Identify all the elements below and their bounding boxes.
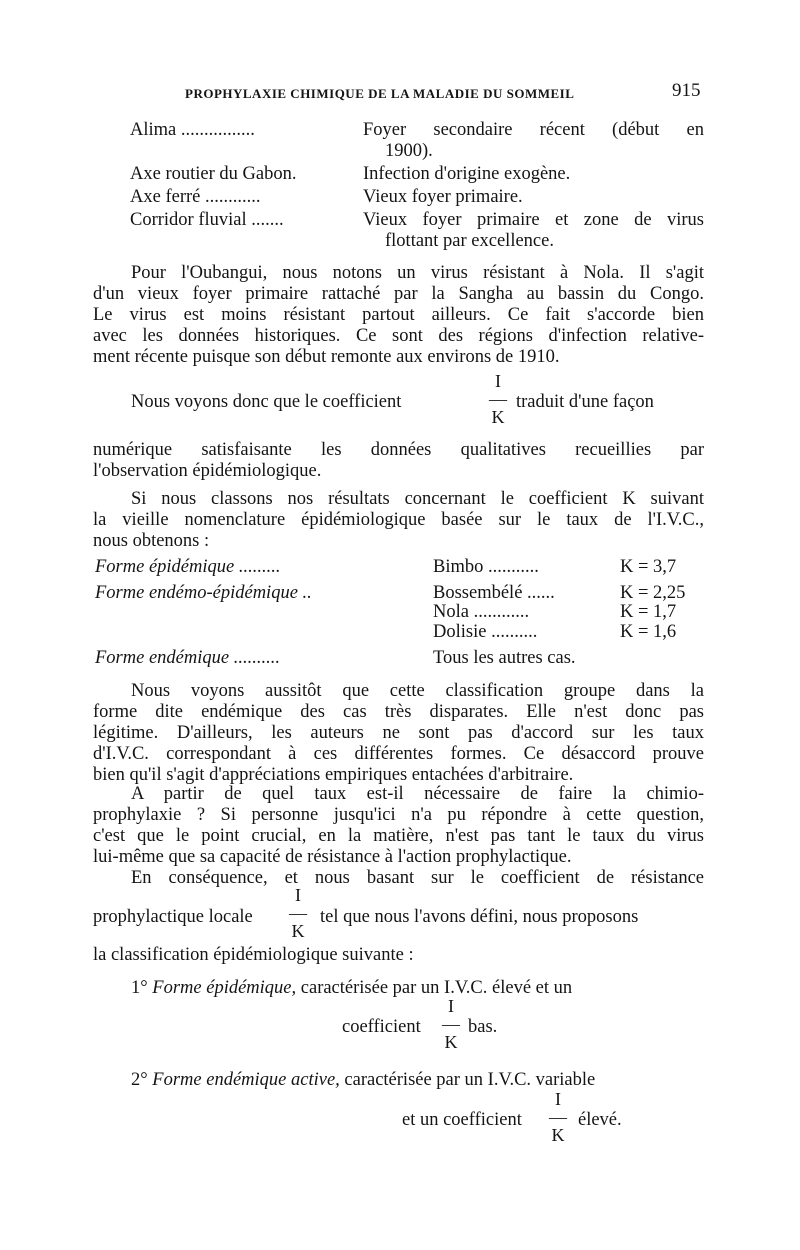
paragraph-line: traduit d'une façon (516, 392, 654, 412)
paragraph-line: la classification épidémiologique suivante : (93, 945, 414, 965)
site-name: Nola ............ (433, 602, 530, 622)
item-coefficient: coefficient (342, 1017, 421, 1037)
paragraph: Nous voyons aussitôt que cette classification groupe dans la forme dite endémique des cas très disparates. Elle n'est donc pas légitime. D'ailleurs, les auteurs ne sont pas d'accord sur les taux d'I.V.C. correspondant à ces différentes formes. Ce désaccord prouve bien qu'il s'agit d'appréciations empiriques entachées d'arbitraire. (93, 681, 704, 785)
k-value: K = 3,7 (620, 557, 677, 577)
paragraph: A partir de quel taux est-il nécessaire de faire la chimio- prophylaxie ? Si personne jusqu'ici n'a pu répondre à cette question, c'est que le point crucial, en la matière, n'est pas tant le taux du virus lui-même que sa capacité de résistance à l'action prophylactique. (93, 784, 704, 867)
site-name: Bossembélé ...... (433, 583, 555, 603)
paragraph: Si nous classons nos résultats concernant le coefficient K suivant la vieille nomenclature épidémiologique basée sur le taux de l'I.V.C., nous obtenons : (93, 489, 704, 551)
paragraph: numérique satisfaisante les données qualitatives recueillies par l'observation épidémiologique. (93, 440, 704, 481)
foci-desc: Vieux foyer primaire et zone de virus (363, 210, 704, 230)
item-coefficient: et un coefficient (402, 1110, 522, 1130)
item-qualifier: élevé. (578, 1110, 622, 1130)
paragraph: Pour l'Oubangui, nous notons un virus résistant à Nola. Il s'agit d'un vieux foyer primaire rattaché par la Sangha au bassin du Congo. Le virus est moins résistant partout ailleurs. Ce fait s'accorde bien avec les données historiques. Ce sont des régions d'infection relative- ment récente puisque son début remonte aux environs de 1910. (93, 263, 704, 367)
foci-desc: Foyer secondaire récent (début en (363, 120, 704, 140)
site-name: Dolisie .......... (433, 622, 538, 642)
k-value: K = 1,6 (620, 622, 677, 642)
paragraph-line: En conséquence, et nous basant sur le coefficient de résistance (131, 868, 704, 888)
classification-item-2: 2° Forme endémique active, caractérisée par un I.V.C. variable (131, 1070, 596, 1090)
fraction-i-over-k: I — K (549, 1089, 567, 1145)
foci-label: Corridor fluvial ....... (130, 210, 284, 230)
site-name: Tous les autres cas. (433, 648, 576, 668)
foci-label: Axe ferré ............ (130, 187, 261, 207)
form-label: Forme épidémique ......... (95, 557, 281, 577)
page-number: 915 (672, 80, 701, 101)
classification-item-1: 1° Forme épidémique, caractérisée par un I.V.C. élevé et un (131, 978, 573, 998)
site-name: Bimbo ........... (433, 557, 539, 577)
foci-label: Alima ................ (130, 120, 255, 140)
k-value: K = 2,25 (620, 583, 686, 603)
foci-label: Axe routier du Gabon. (130, 164, 297, 184)
foci-desc: Infection d'origine exogène. (363, 164, 571, 184)
paragraph-line: Nous voyons donc que le coefficient (131, 392, 402, 412)
form-label: Forme endémo-épidémique .. (95, 583, 312, 603)
paragraph-line: prophylactique locale (93, 907, 253, 927)
fraction-i-over-k: I — K (442, 996, 460, 1052)
item-qualifier: bas. (468, 1017, 498, 1037)
paragraph-line: tel que nous l'avons défini, nous proposons (320, 907, 639, 927)
fraction-i-over-k: I — K (489, 371, 507, 427)
fraction-i-over-k: I — K (289, 885, 307, 941)
foci-desc: Vieux foyer primaire. (363, 187, 523, 207)
running-title: PROPHYLAXIE CHIMIQUE DE LA MALADIE DU SOMMEIL (185, 86, 575, 101)
form-label: Forme endémique .......... (95, 648, 280, 668)
foci-desc-cont: flottant par excellence. (385, 231, 554, 251)
k-value: K = 1,7 (620, 602, 677, 622)
foci-desc-cont: 1900). (385, 141, 433, 161)
